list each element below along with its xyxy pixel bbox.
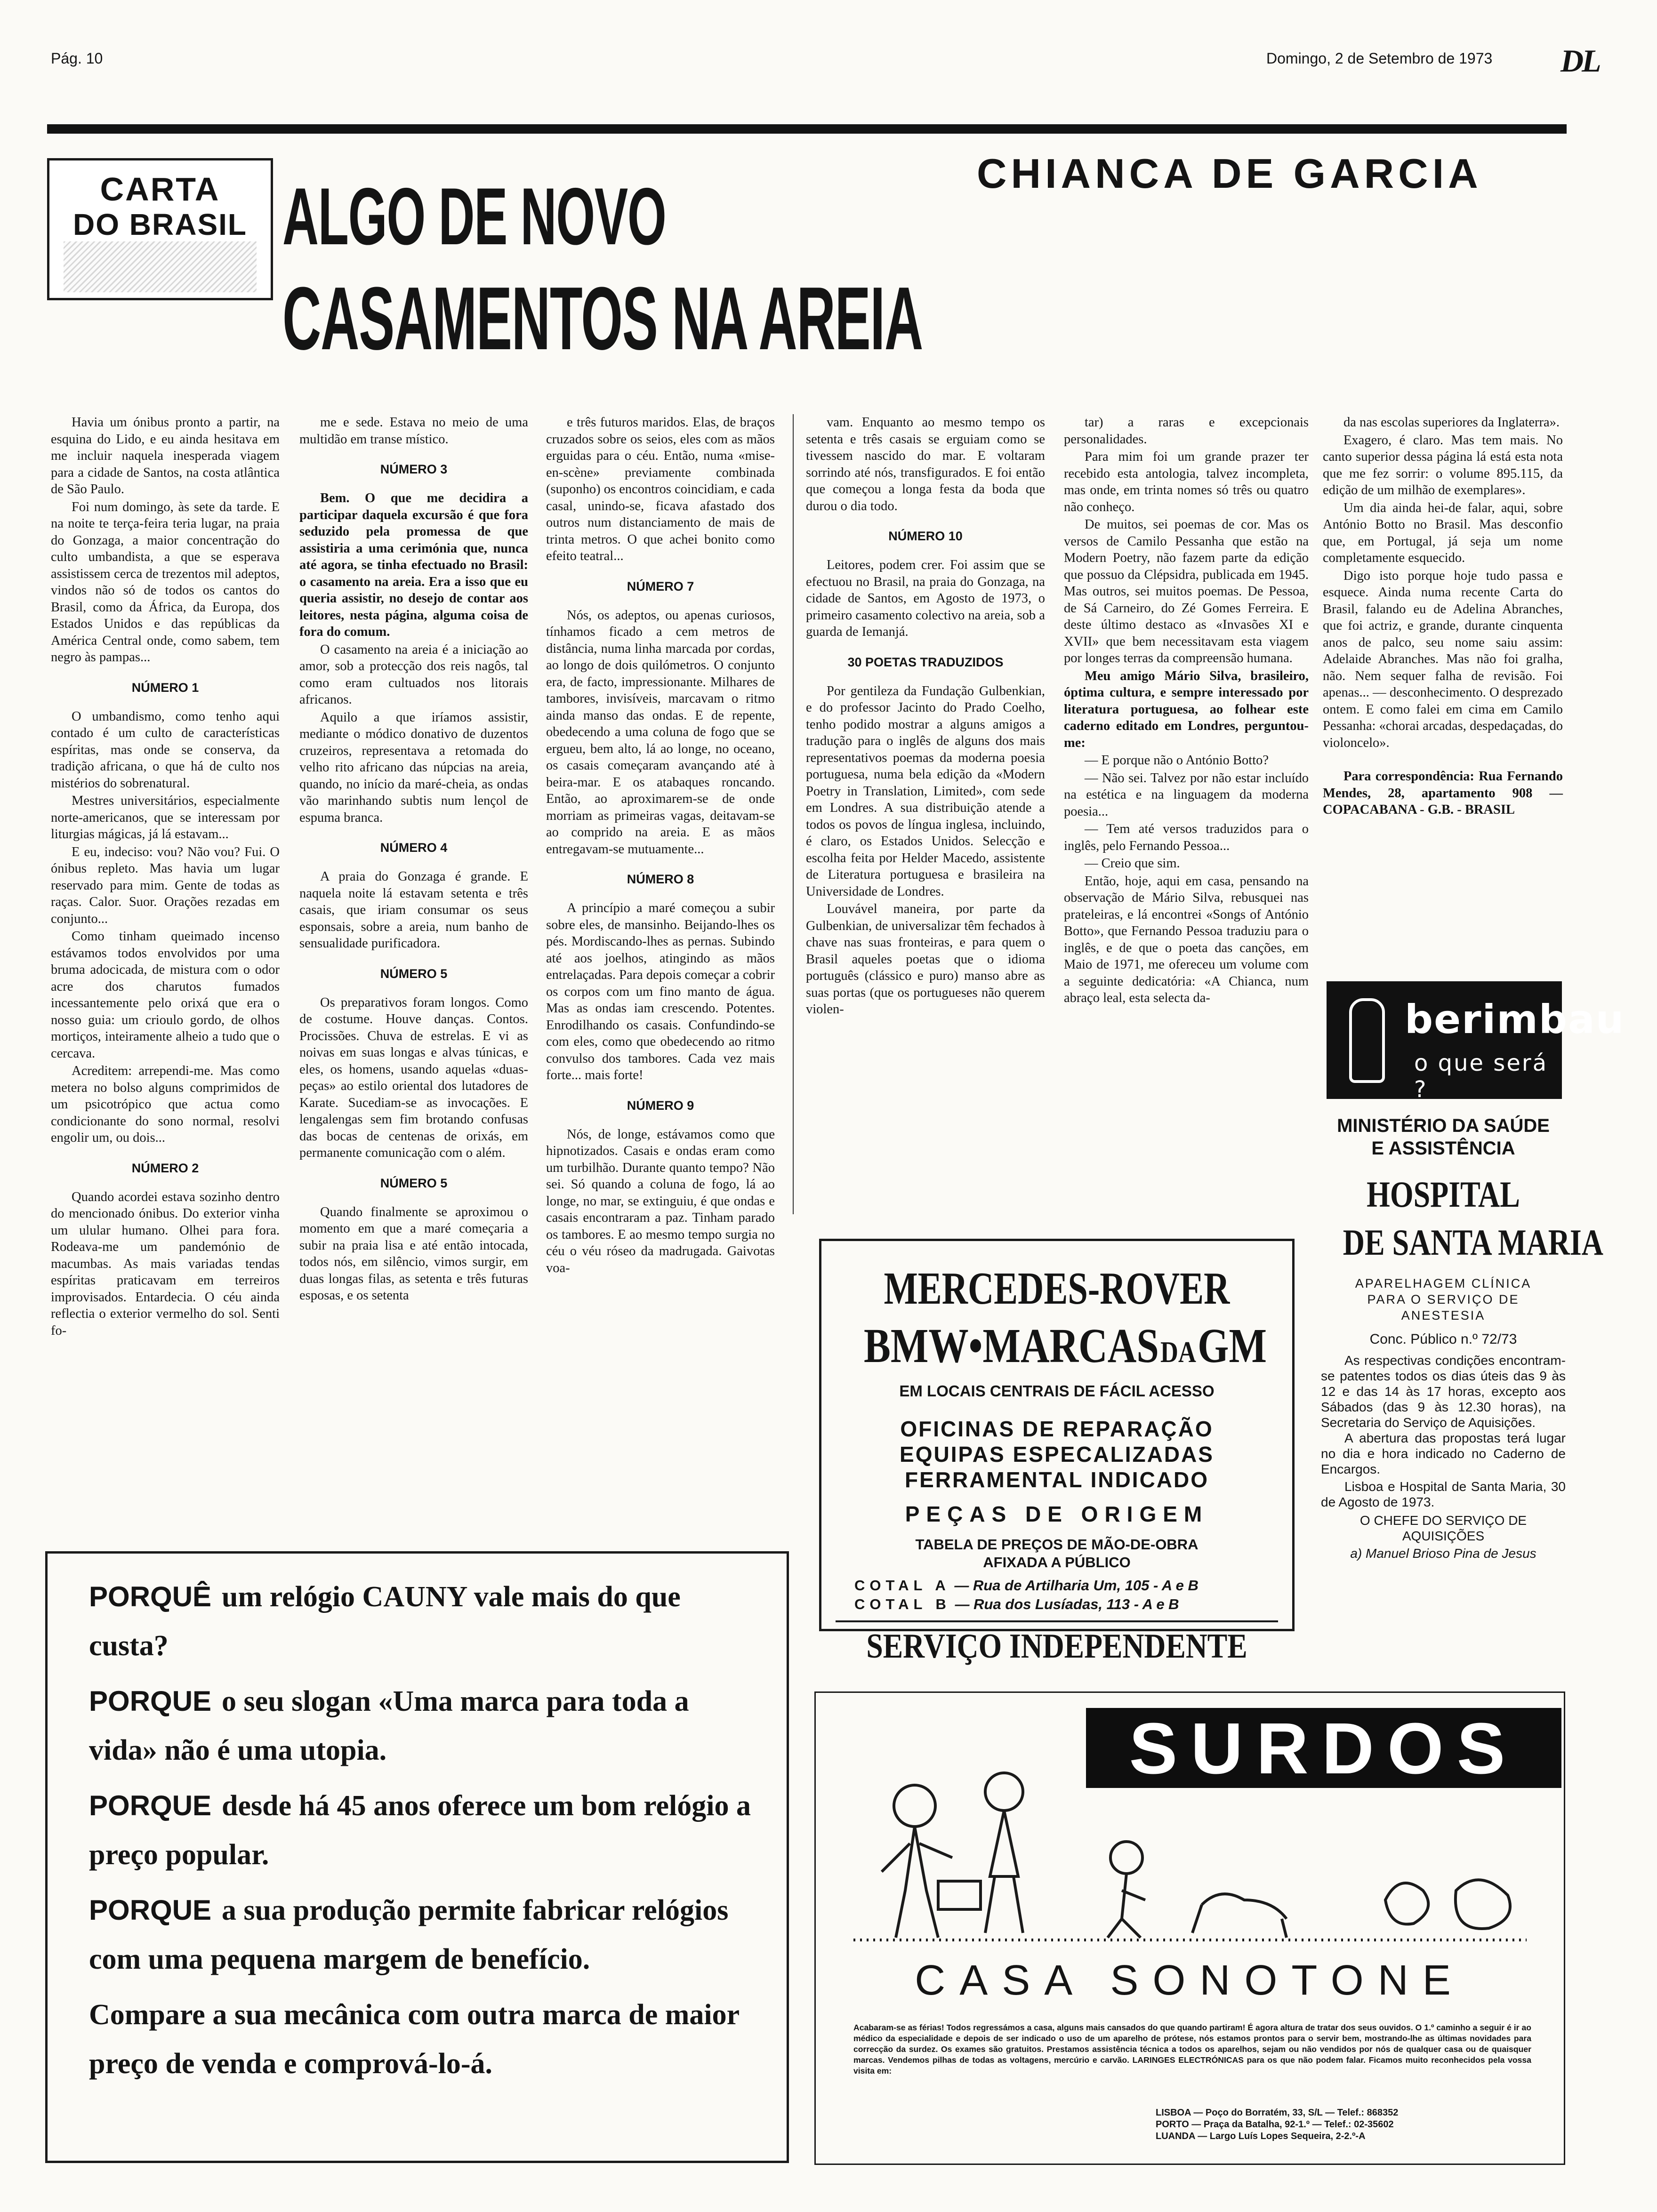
hen-icon xyxy=(1456,1880,1510,1929)
mercedes-parts: PEÇAS DE ORIGEM xyxy=(905,1502,1209,1526)
hospital-name-2: DE SANTA MARIA xyxy=(1343,1222,1603,1263)
paragraph: Mestres universitários, especialmente norte-americanos, que se interessam por liturgias mágicas, já lá estavam... xyxy=(51,793,280,842)
section-box-texture xyxy=(64,241,257,292)
cauny-line xyxy=(89,1886,754,1984)
tender-text-1: As respectivas condições encontram-se patentes todos os dias úteis das 9 às 12 e das 14 às 17 horas, excepto aos Sábados (das 9 às 12.30 horas), na Secretaria do Serviço de Aquisições. xyxy=(1321,1353,1566,1430)
paragraph: Acreditem: arrependi-me. Mas como metera no bolso alguns comprimidos de um psicotrópico que actua como condicionante do sono normal, resolvi engolir um, ou dois... xyxy=(51,1064,280,1145)
paragraph: Um dia ainda hei-de falar, aqui, sobre António Botto no Brasil. Mas desconfio que, em Portugal, já seja um nome completamente esquecido. xyxy=(1323,500,1563,565)
paragraph: E eu, indeciso: vou? Não vou? Fui. O ónibus repleto. Mas havia um lugar reservado para mim. Gente de todas as raças. Calor. Suor. Orações rezadas em conjunto... xyxy=(51,844,280,926)
paragraph: Para correspondência: Rua Fernando Mendes, 28, apartamento 908 — COPACABANA - G.B. - BRASIL xyxy=(1323,769,1563,817)
mercedes-workshops: OFICINAS DE REPARAÇÃO xyxy=(900,1417,1214,1441)
paragraph: — Tem até versos traduzidos para o inglês, pelo Fernando Pessoa... xyxy=(1064,822,1309,853)
cauny-text: desde há 45 anos oferece um bom relógio a preço popular. xyxy=(89,1790,751,1871)
bottle-icon xyxy=(1349,998,1385,1083)
section-heading: NÚMERO 7 xyxy=(627,579,694,593)
paragraph: Os preparativos foram longos. Como de costume. Houve danças. Contos. Procissões. Chuva de estrelas. E vi as noivas em suas longas e alvas túnicas, e eles, os homens, usando aquelas «duas-peças» ao estilo oriental dos lutadores de Karate. Sucediam-se as invocações. E lengalengas sem fim brotando confusas das bocas de centenas de orixás, em permanente comunicação com o além. xyxy=(299,995,528,1160)
surdos-address-lisboa: LISBOA — Poço do Borratém, 33, S/L — Telef.: 868352 xyxy=(1156,2108,1399,2118)
mercedes-footer-rule xyxy=(836,1620,1278,1622)
mercedes-gm: GM xyxy=(1198,1319,1267,1373)
article-column-5 xyxy=(1064,414,1309,1008)
section-heading: NÚMERO 8 xyxy=(627,872,694,886)
mercedes-ad xyxy=(819,1239,1295,1666)
address-b-label: COTAL B xyxy=(854,1596,951,1612)
paragraph: O umbandismo, como tenho aqui contado é um culto de características espíritas, mas onde se conserva, da tradição africana, o que há de culto nos mistérios do sobrenatural. xyxy=(51,709,280,791)
tender-place-date: Lisboa e Hospital de Santa Maria, 30 de Agosto de 1973. xyxy=(1321,1479,1566,1509)
cauny-text: um relógio CAUNY vale mais do que custa? xyxy=(89,1581,681,1662)
paragraph: Por gentileza da Fundação Gulbenkian, e do professor Jacinto do Prado Coelho, tenho podido mostrar a alguns amigos a tradução para o inglês de alguns dos mais representativos poemas da moderna poesia portuguesa, numa bela edição da «Modern Poetry in Translation, Limited», com sede em Londres. A sua distribuição atende a todos os povos de língua inglesa, incluindo, é claro, os Estados Unidos. Selecção e escolha feita por Helder Macedo, assistente de Literatura portuguesa e brasileira na Universidade de Londres. xyxy=(806,683,1045,899)
address-a-label: COTAL A xyxy=(854,1577,950,1594)
mercedes-brands: BMW•MARCAS xyxy=(864,1319,1159,1373)
dog-icon xyxy=(1192,1894,1287,1938)
paragraph: A princípio a maré começou a subir sobre eles, de mansinho. Beijando-lhes os pés. Mordiscando-lhes as pernas. Subindo até aos joelhos, atingindo as mãos entrelaçadas. Para depois começar a cobrir os corpos com um fino manto de água. Mas as ondas iam crescendo. Potentes. Enrodilhando os casais. Confundindo-se com eles, como que obedecendo ao ritmo convulso dos tambores. Cada vez mais forte... mais forte! xyxy=(546,901,775,1082)
article-column-2 xyxy=(299,414,528,1305)
article-column-4 xyxy=(806,414,1045,1019)
man-figure xyxy=(894,1785,935,1827)
paragraph: De muitos, sei poemas de cor. Mas os versos de Camilo Pessanha que estão na Modern Poetry, não fazem parte da edição que possuo da Clépsidra, publicada em 1945. Mas outros, sei muitos poemas. De Pessoa, de Sá Carneiro, do Zé Gomes Ferreira. E deste último destaco as «Invasões XI e XVII» que bem necessitavam esta viagem por longes terras da compreensão humana. xyxy=(1064,517,1309,665)
cauny-list xyxy=(89,1572,754,2088)
cauny-text: o seu slogan «Uma marca para toda a vida» não é uma utopia. xyxy=(89,1685,689,1766)
cauny-keyword: PORQUE xyxy=(89,1894,212,1926)
suitcase-icon xyxy=(938,1881,981,1909)
paragraph: Havia um ónibus pronto a partir, na esquina do Lido, e eu ainda hesitava em me incluir naquela inesperada viagem para a cidade de Santos, na costa atlântica de São Paulo. xyxy=(51,415,280,497)
berimbau-title: berimbau xyxy=(1405,996,1625,1042)
paragraph: Quando acordei estava sozinho dentro do mencionado ónibus. Do exterior vinha um ulular humano. Olhei para fora. Rodeava-me um pandemónio de macumbas. As mais variadas tendas espíritas praticavam em terreiros improvisados. Entardecia. O céu ainda reflectia o exterior vermelho do sol. Senti fo- xyxy=(51,1189,280,1338)
cauny-line xyxy=(89,1572,754,1670)
mercedes-locations: EM LOCAIS CENTRAIS DE FÁCIL ACESSO xyxy=(899,1382,1215,1400)
cauny-ad xyxy=(45,1551,789,2163)
paragraph: me e sede. Estava no meio de uma multidão em transe místico. xyxy=(299,415,528,447)
headline-1: ALGO DE NOVO xyxy=(282,171,666,262)
tender-chief: O CHEFE DO SERVIÇO DE AQUISIÇÕES xyxy=(1359,1513,1527,1543)
surdos-ad xyxy=(814,1691,1565,2165)
paragraph: — Creio que sim. xyxy=(1085,856,1180,871)
mercedes-tools: FERRAMENTAL INDICADO xyxy=(904,1467,1209,1492)
mercedes-da: DA xyxy=(1160,1335,1196,1369)
mercedes-posted: AFIXADA A PÚBLICO xyxy=(983,1554,1131,1571)
paragraph: Foi num domingo, às sete da tarde. E na noite te terça-feira teria lugar, na praia do Gonzaga, a maior concentração do culto umbandista, a que se esperava assistissem cerca de trezentos mil adeptos, vindos não só de todos os cantos do Brasil, como da África, da Europa, dos Estados Unidos e das repúblicas da América Central onde, como sabem, tem negro às pampas... xyxy=(51,499,280,665)
mercedes-teams: EQUIPAS ESPECALIZADAS xyxy=(900,1442,1214,1467)
article-column-3 xyxy=(546,414,775,1277)
surdos-body: Acabaram-se as férias! Todos regressámos a casa, alguns mais cansados do que quando partiram! É agora altura de tratar dos seus ouvidos. O 1.º caminho a seguir é ir ao médico da especialidade e depois de ser indicado o uso de um aparelho de prótese, nós estamos prontos para o servir bem, mostrando-lhe as últimas novidades para correcção da surdez. Os exames são gratuitos. Prestamos assistência técnica a todos os aparelhos, sejam ou não vendidos por nós de qualquer casa ou de quaisquer marcas. Vendemos pilhas de todas as voltagens, mercúrio e carvão. LARINGES ELECTRÓNICAS para os que não podem falar. Ficamos muito reconhecidos pela vossa visita em: xyxy=(853,2023,1531,2076)
section-heading: NÚMERO 10 xyxy=(888,529,963,543)
section-title-1: CARTA xyxy=(100,171,220,208)
child-figure xyxy=(1110,1842,1142,1874)
paragraph: vam. Enquanto ao mesmo tempo os setenta e três casais se erguiam como se tivessem nascido do mar. E voltaram sorrindo até nós, transfigurados. E foi então que começou a longa festa da boda que durou o dia todo. xyxy=(806,415,1045,513)
section-heading: NÚMERO 3 xyxy=(380,462,448,476)
hospital-ad xyxy=(1321,1114,1603,1561)
section-box xyxy=(47,158,273,300)
address-a: — Rua de Artilharia Um, 105 - A e B xyxy=(954,1577,1199,1594)
cauny-keyword: PORQUE xyxy=(89,1685,212,1717)
paragraph: Como tinham queimado incenso estávamos todos envolvidos por uma bruma adocicada, de mistura com o odor acre dos charutos fumados incessantemente pelo orixá que era o nosso guia: um crioulo gordo, de olhos mortiços, inteiramente alheio a tudo que o cercava. xyxy=(51,929,280,1061)
mercedes-title: MERCEDES-ROVER xyxy=(884,1263,1230,1314)
newspaper-logo: DL xyxy=(1560,43,1600,79)
hospital-name-1: HOSPITAL xyxy=(1367,1174,1520,1215)
cauny-keyword: PORQUE xyxy=(89,1790,212,1821)
surdos-brand: CASA SONOTONE xyxy=(915,1957,1465,2004)
paragraph: da nas escolas superiores da Inglaterra». xyxy=(1343,415,1560,430)
tender-subject: APARELHAGEM CLÍNICA PARA O SERVIÇO DE ANESTESIA xyxy=(1355,1276,1532,1322)
mercedes-footer: SERVIÇO INDEPENDENTE xyxy=(866,1627,1247,1666)
paragraph: Para mim foi um grande prazer ter recebido esta antologia, talvez incompleta, mas onde, em trinta nomes só três ou quatro não conheço. xyxy=(1064,449,1309,514)
paragraph: Louvável maneira, por parte da Gulbenkian, de universalizar têm fechados à chave nas suas fronteiras, e para quem o Brasil aqueles poetas que o idioma português (clássico e puro) manso abre as suas portas (que os portugueses não querem violen- xyxy=(806,902,1045,1017)
top-rule xyxy=(47,124,1567,134)
paragraph: Então, hoje, aqui em casa, pensando na observação de Mário Silva, rebusquei nas prateleiras, e lá encontrei «Songs of António Botto», que Fernando Pessoa traduziu para o inglês, e de que o poeta das canções, em Maio de 1971, me ofereceu um volume com a seguinte dedicatória: «A Chianca, num abraço leal, esta selecta da- xyxy=(1064,874,1309,1005)
section-title-2: DO BRASIL xyxy=(73,208,247,241)
section-heading: NÚMERO 5 xyxy=(380,966,448,981)
paragraph: e três futuros maridos. Elas, de braços cruzados sobre os seios, eles com as mãos erguidas para o céu. Então, numa «mise-en-scène» previamente combinada (suponho) os encontros coincidiam, e cada casal, unindo-se, ficava afastado dos outros num distanciamento de mais de trinta metros. O que achei bonito como efeito teatral... xyxy=(546,415,775,563)
section-heading: NÚMERO 9 xyxy=(627,1098,694,1113)
paragraph: O casamento na areia é a iniciação ao amor, sob a protecção dos reis nagôs, tal como eram cultuados nos litorais africanos. xyxy=(299,642,528,707)
paragraph: A praia do Gonzaga é grande. E naquela noite lá estavam setenta e três casais, que iriam consumar os seus esponsais, sobre a areia, num banho de sensualidade purificadora. xyxy=(299,869,528,951)
cauny-line xyxy=(89,1781,754,1879)
paragraph: Quando finalmente se aproximou o momento em que a maré começaria a subir na praia lisa e até então intocada, todos nós, em silêncio, vimos surgir, em duas longas filas, as setenta e três futuras esposas, e os setenta xyxy=(299,1204,528,1303)
paragraph: tar) a raras e excepcionais personalidades. xyxy=(1064,415,1309,447)
woman-figure xyxy=(985,1773,1023,1811)
tender-text-2: A abertura das propostas terá lugar no dia e hora indicado no Caderno de Encargos. xyxy=(1321,1431,1566,1476)
cauny-keyword: PORQUÊ xyxy=(89,1581,212,1612)
paragraph: Digo isto porque hoje tudo passa e esquece. Ainda numa recente Carta do Brasil, falando eu de Adelina Abranches, que foi actriz, e grande, durante cinquenta anos de palco, seu nome saiu assim: Adelaide Abranches. Mas não foi gralha, não. Nem sequer falha de revisão. Foi apenas... — desconhecimento. O desprezado ontem. E como falei em cima em Camilo Pessanha: «chorai arcadas, despedaçadas, do violoncelo». xyxy=(1323,568,1563,750)
paragraph: Nós, os adeptos, ou apenas curiosos, tínhamos ficado a cem metros de distância, numa linha marcada por cordas, ao longo de dois quilómetros. O conjunto era, de facto, impressionante. Milhares de tambores, invisíveis, marcavam o ritmo ainda manso das ondas. E de repente, obedecendo a uma coluna de fogo que se ergueu, bem alto, lá ao longe, no oceano, os casais começaram avançando até à beira-mar. E os atabaques roncando. Então, ao aproximarem-se de onde morriam as primeiras vagas, deitavam-se ao comprido na areia. E as mãos entregavam-se mutuamente... xyxy=(546,608,775,857)
address-b: — Rua dos Lusíadas, 113 - A e B xyxy=(955,1596,1179,1612)
article-column-6 xyxy=(1323,414,1563,819)
article-column-1 xyxy=(51,414,280,1340)
duck-icon xyxy=(1385,1883,1428,1924)
paragraph: Meu amigo Mário Silva, brasileiro, óptima cultura, e sempre interessado por literatura portuguesa, ao folhear este caderno editado em Londres, perguntou-me: xyxy=(1064,668,1309,750)
section-heading: NÚMERO 1 xyxy=(131,680,199,695)
section-heading: NÚMERO 5 xyxy=(380,1176,448,1190)
paragraph: — E porque não o António Botto? xyxy=(1085,753,1269,768)
ministry-name: MINISTÉRIO DA SAÚDE E ASSISTÊNCIA xyxy=(1337,1115,1550,1159)
surdos-address-porto: PORTO — Praça da Batalha, 92-1.º — Telef.: 02-35602 xyxy=(1156,2119,1394,2130)
cauny-line xyxy=(89,1677,754,1775)
section-heading: NÚMERO 4 xyxy=(380,841,448,855)
issue-date: Domingo, 2 de Setembro de 1973 xyxy=(1266,50,1493,67)
paragraph: Aquilo a que iríamos assistir, mediante o módico donativo de duzentos cruzeiros, representava a retomada do velho rito africano das núpcias na areia, quando, no início da maré-cheia, as ondas vão marinhando subtis num lençol de espuma branca. xyxy=(299,710,528,825)
tender-signature: a) Manuel Brioso Pina de Jesus xyxy=(1350,1546,1536,1561)
mercedes-price-table: TABELA DE PREÇOS DE MÃO-DE-OBRA xyxy=(915,1536,1199,1553)
headline-2: CASAMENTOS NA AREIA xyxy=(282,269,923,369)
cauny-line xyxy=(89,1990,754,2088)
page-number: Pág. 10 xyxy=(51,50,103,67)
paragraph: Leitores, podem crer. Foi assim que se efectuou no Brasil, na praia do Gonzaga, na cidade de Santos, em Agosto de 1973, o primeiro casamento colectivo na areia, sob a guarda de Iemanjá. xyxy=(806,558,1045,639)
column-rule xyxy=(793,414,794,1214)
section-heading: NÚMERO 2 xyxy=(131,1161,199,1175)
paragraph: Nós, de longe, estávamos como que hipnotizados. Casais e ondas eram como um turbilhão. Durante quanto tempo? Não sei. Só quando a coluna de fogo, lá ao longe, no mar, se extinguiu, é que ondas e casais encontraram a paz. Tinham parado os tambores. E ao mesmo tempo surgia no céu o véu róseo da madrugada. Gaivotas voa- xyxy=(546,1127,775,1275)
section-heading: 30 POETAS TRADUZIDOS xyxy=(847,655,1004,669)
family-illustration xyxy=(844,1749,1536,1947)
berimbau-ad xyxy=(1327,981,1625,1103)
tender-number: Conc. Público n.º 72/73 xyxy=(1369,1331,1517,1347)
paragraph: Bem. O que me decidira a participar daquela excursão é que fora seduzido pela promessa de que assistiria a uma cerimónia que, nunca até agora, se tinha efectuado no Brasil: o casamento na areia. Era a isso que eu queria assistir, no desejo de contar aos leitores, nesta página, alguma coisa de fora do comum. xyxy=(299,491,528,639)
surdos-title: SURDOS xyxy=(1129,1708,1519,1789)
cauny-text: Compare a sua mecânica com outra marca de maior preço de venda e comprová-lo-á. xyxy=(89,1999,739,2080)
byline: CHIANCA DE GARCIA xyxy=(977,150,1482,197)
paragraph: Exagero, é claro. Mas tem mais. No canto superior dessa página lá está esta nota que me fez sorrir: o volume 895.115, da edição de um milhão de exemplares». xyxy=(1323,433,1563,497)
surdos-address-luanda: LUANDA — Largo Luís Lopes Sequeira, 2-2.º-A xyxy=(1156,2131,1366,2141)
cauny-text: a sua produção permite fabricar relógios com uma pequena margem de benefício. xyxy=(89,1894,729,1975)
berimbau-subtitle: o que será ? xyxy=(1414,1050,1548,1103)
paragraph: — Não sei. Talvez por não estar incluído na estética e na linguagem da moderna poesia... xyxy=(1064,770,1309,819)
